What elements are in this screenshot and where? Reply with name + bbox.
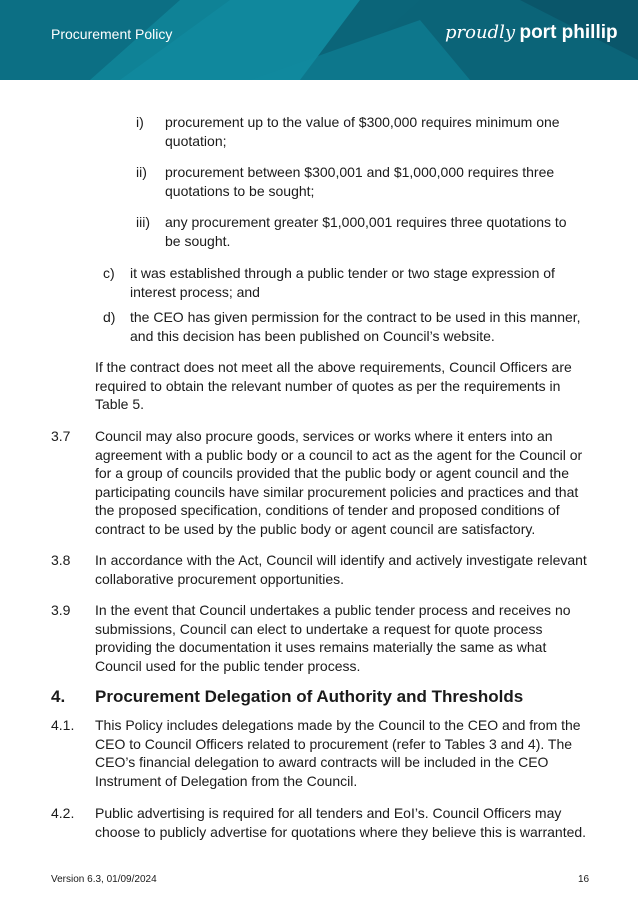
logo-script-text: proudly xyxy=(445,22,516,43)
section-heading: Procurement Delegation of Authority and Thresholds xyxy=(95,687,524,706)
requirement-note-paragraph: If the contract does not meet all the above requirements, Council Officers are required to obtain the relevant number of quotes as per the requirements in Table 5. xyxy=(95,359,572,412)
roman-item-label: iii) xyxy=(136,214,150,230)
letter-item-text: it was established through a public tender or two stage expression of interest process; and xyxy=(130,265,555,300)
council-logo xyxy=(445,22,618,44)
clause-number: 4.1. xyxy=(51,717,75,733)
section-number: 4. xyxy=(51,687,66,706)
clause-number: 3.9 xyxy=(51,602,71,618)
clause-text: In accordance with the Act, Council will identify and actively investigate relevant collaborative procurement opportunities. xyxy=(95,552,587,587)
page-header xyxy=(0,0,638,80)
letter-item-text: the CEO has given permission for the contract to be used in this manner, and this decision has been published on Council’s website. xyxy=(130,309,581,344)
clause-number: 3.8 xyxy=(51,552,71,568)
letter-item-label: c) xyxy=(103,265,115,281)
clause-number: 4.2. xyxy=(51,805,75,821)
roman-item-label: i) xyxy=(136,114,144,130)
roman-item-text: procurement up to the value of $300,000 requires minimum one quotation; xyxy=(165,114,560,149)
clause-text: Council may also procure goods, services or works where it enters into an agreement with a public body or a council to act as the agent for the Council or for a group of councils provided that the public body or agent council and the participating councils have similar procurement policies and practices and that the proposed specification, conditions of tender and proposed conditions of contract to be used by the public body or agent council are satisfactory. xyxy=(95,428,583,537)
logo-bold-text: port phillip xyxy=(519,22,618,43)
roman-item-text: procurement between $300,001 and $1,000,000 requires three quotations to be sought; xyxy=(165,164,555,199)
footer-page-number: 16 xyxy=(578,874,590,885)
clause-number: 3.7 xyxy=(51,428,71,444)
letter-item-label: d) xyxy=(103,309,116,325)
roman-item-text: any procurement greater $1,000,001 requires three quotations to be sought. xyxy=(165,214,567,249)
footer-version: Version 6.3, 01/09/2024 xyxy=(51,874,157,885)
document-title: Procurement Policy xyxy=(51,26,173,42)
clause-text: This Policy includes delegations made by the Council to the CEO and from the CEO to Council Officers related to procurement (refer to Tables 3 and 4). The CEO’s financial delegation to award contracts will be included in the CEO Instrument of Delegation from the Council. xyxy=(95,717,581,789)
clause-text: In the event that Council undertakes a public tender process and receives no submissions, Council can elect to undertake a request for quote process providing the documentation it uses remains materially the same as what Council used for the public tender process. xyxy=(95,602,571,674)
roman-item-label: ii) xyxy=(136,164,147,180)
clause-text: Public advertising is required for all tenders and EoI’s. Council Officers may choose to publicly advertise for quotations where they believe this is warranted. xyxy=(95,805,587,840)
